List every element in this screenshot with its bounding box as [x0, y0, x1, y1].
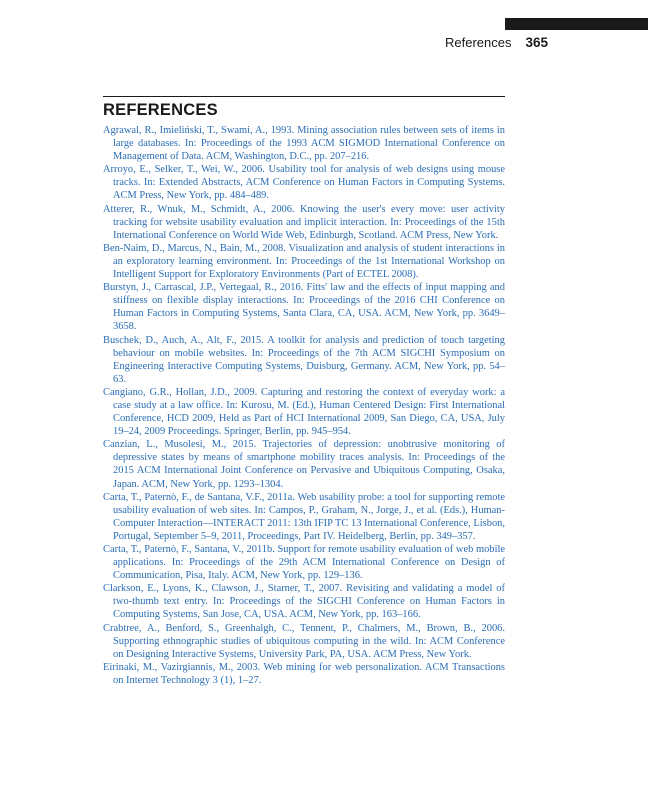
section-title: REFERENCES	[103, 101, 218, 119]
reference-list	[103, 124, 505, 687]
reference-entry[interactable]: Canzian, L., Musolesi, M., 2015. Trajectories of depression: unobtrusive monitoring of depressive states by means of smartphone mobility traces analysis. In: Proceedings of the 2015 ACM International Joint Conference on Pervasive and Ubiquitous Computing, Osaka, Japan. ACM, New York, pp. 1293–1304.	[103, 439, 505, 490]
running-head	[445, 35, 548, 50]
reference-entry[interactable]: Carta, T., Paternò, F., Santana, V., 2011b. Support for remote usability evaluation of web mobile applications. In: Proceedings of the 29th ACM International Conference on Design of Communication, Pisa, Italy. ACM, New York, pp. 129–136.	[103, 544, 505, 582]
header-bar	[505, 18, 648, 30]
reference-entry[interactable]: Crabtree, A., Benford, S., Greenhalgh, C., Tennent, P., Chalmers, M., Brown, B., 2006. Supporting ethnographic studies of ubiquitous computing in the wild. In: ACM Conference on Designing Interactive Systems, University Park, PA, USA. ACM Press, New York.	[103, 622, 505, 660]
running-head-label: References	[444, 35, 512, 50]
page-number: 365	[525, 35, 548, 50]
reference-entry[interactable]: Arroyo, E., Selker, T., Wei, W., 2006. Usability tool for analysis of web designs using mouse tracks. In: Extended Abstracts, ACM Conference on Human Factors in Computing Systems. ACM Press, New York, pp. 484–489.	[103, 164, 505, 202]
reference-entry[interactable]: Atterer, R., Wnuk, M., Schmidt, A., 2006. Knowing the user's every move: user activity tracking for website usability evaluation and implicit interaction. In: Proceedings of the 15th International Conference on World Wide Web, Edinburgh, Scotland. ACM Press, New York.	[103, 203, 505, 241]
reference-entry[interactable]: Carta, T., Paternò, F., de Santana, V.F., 2011a. Web usability probe: a tool for supporting remote usability evaluation of web sites. In: Campos, P., Graham, N., Jorge, J., et al. (Eds.), Human-Computer Interaction—INTERACT 2011: 13th IFIP TC 13 International Conference, Lisbon, Portugal, September 5–9, 2011, Proceedings, Part IV. Heidelberg, Berlin, pp. 349–357.	[103, 491, 505, 542]
reference-entry[interactable]: Buschek, D., Auch, A., Alt, F., 2015. A toolkit for analysis and prediction of touch targeting behaviour on mobile websites. In: Proceedings of the 7th ACM SIGCHI Symposium on Engineering Interactive Computing Systems, Duisburg, Germany. ACM, New York, pp. 54–63.	[103, 334, 505, 385]
reference-entry[interactable]: Ben-Naim, D., Marcus, N., Bain, M., 2008. Visualization and analysis of student interactions in an exploratory learning environment. In: Proceedings of the 1st International Workshop on Intelligent Support for Exploratory Environments (Part of ECTEL 2008).	[103, 242, 505, 281]
reference-entry[interactable]: Cangiano, G.R., Hollan, J.D., 2009. Capturing and restoring the context of everyday work: a case study at a law office. In: Kurosu, M. (Ed.), Human Centered Design: First International Conference, HCD 2009, Held as Part of HCI International 2009, San Diego, CA, USA, July 19–24, 2009 Proceedings. Springer, Berlin, pp. 945–954.	[103, 386, 505, 438]
reference-entry[interactable]: Eirinaki, M., Vazirgiannis, M., 2003. Web mining for web personalization. ACM Transactions on Internet Technology 3 (1), 1–27.	[103, 661, 505, 686]
reference-entry[interactable]: Clarkson, E., Lyons, K., Clawson, J., Starner, T., 2007. Revisiting and validating a model of two-thumb text entry. In: Proceedings of the SIGCHI Conference on Human Factors in Computing Systems, San Jose, CA, USA. ACM, New York, pp. 163–166.	[103, 583, 505, 621]
section-divider	[103, 96, 505, 97]
reference-entry[interactable]: Burstyn, J., Carrascal, J.P., Vertegaal, R., 2016. Fitts' law and the effects of input mapping and stiffness on flexible display interactions. In: Proceedings of the 2016 CHI Conference on Human Factors in Computing Systems, Santa Clara, CA, USA. ACM, New York, pp. 3649–3658.	[103, 282, 505, 333]
reference-entry[interactable]: Agrawal, R., Imieliński, T., Swami, A., 1993. Mining association rules between sets of items in large databases. In: Proceedings of the 1993 ACM SIGMOD International Conference on Management of Data. ACM, Washington, D.C., pp. 207–216.	[103, 125, 505, 163]
